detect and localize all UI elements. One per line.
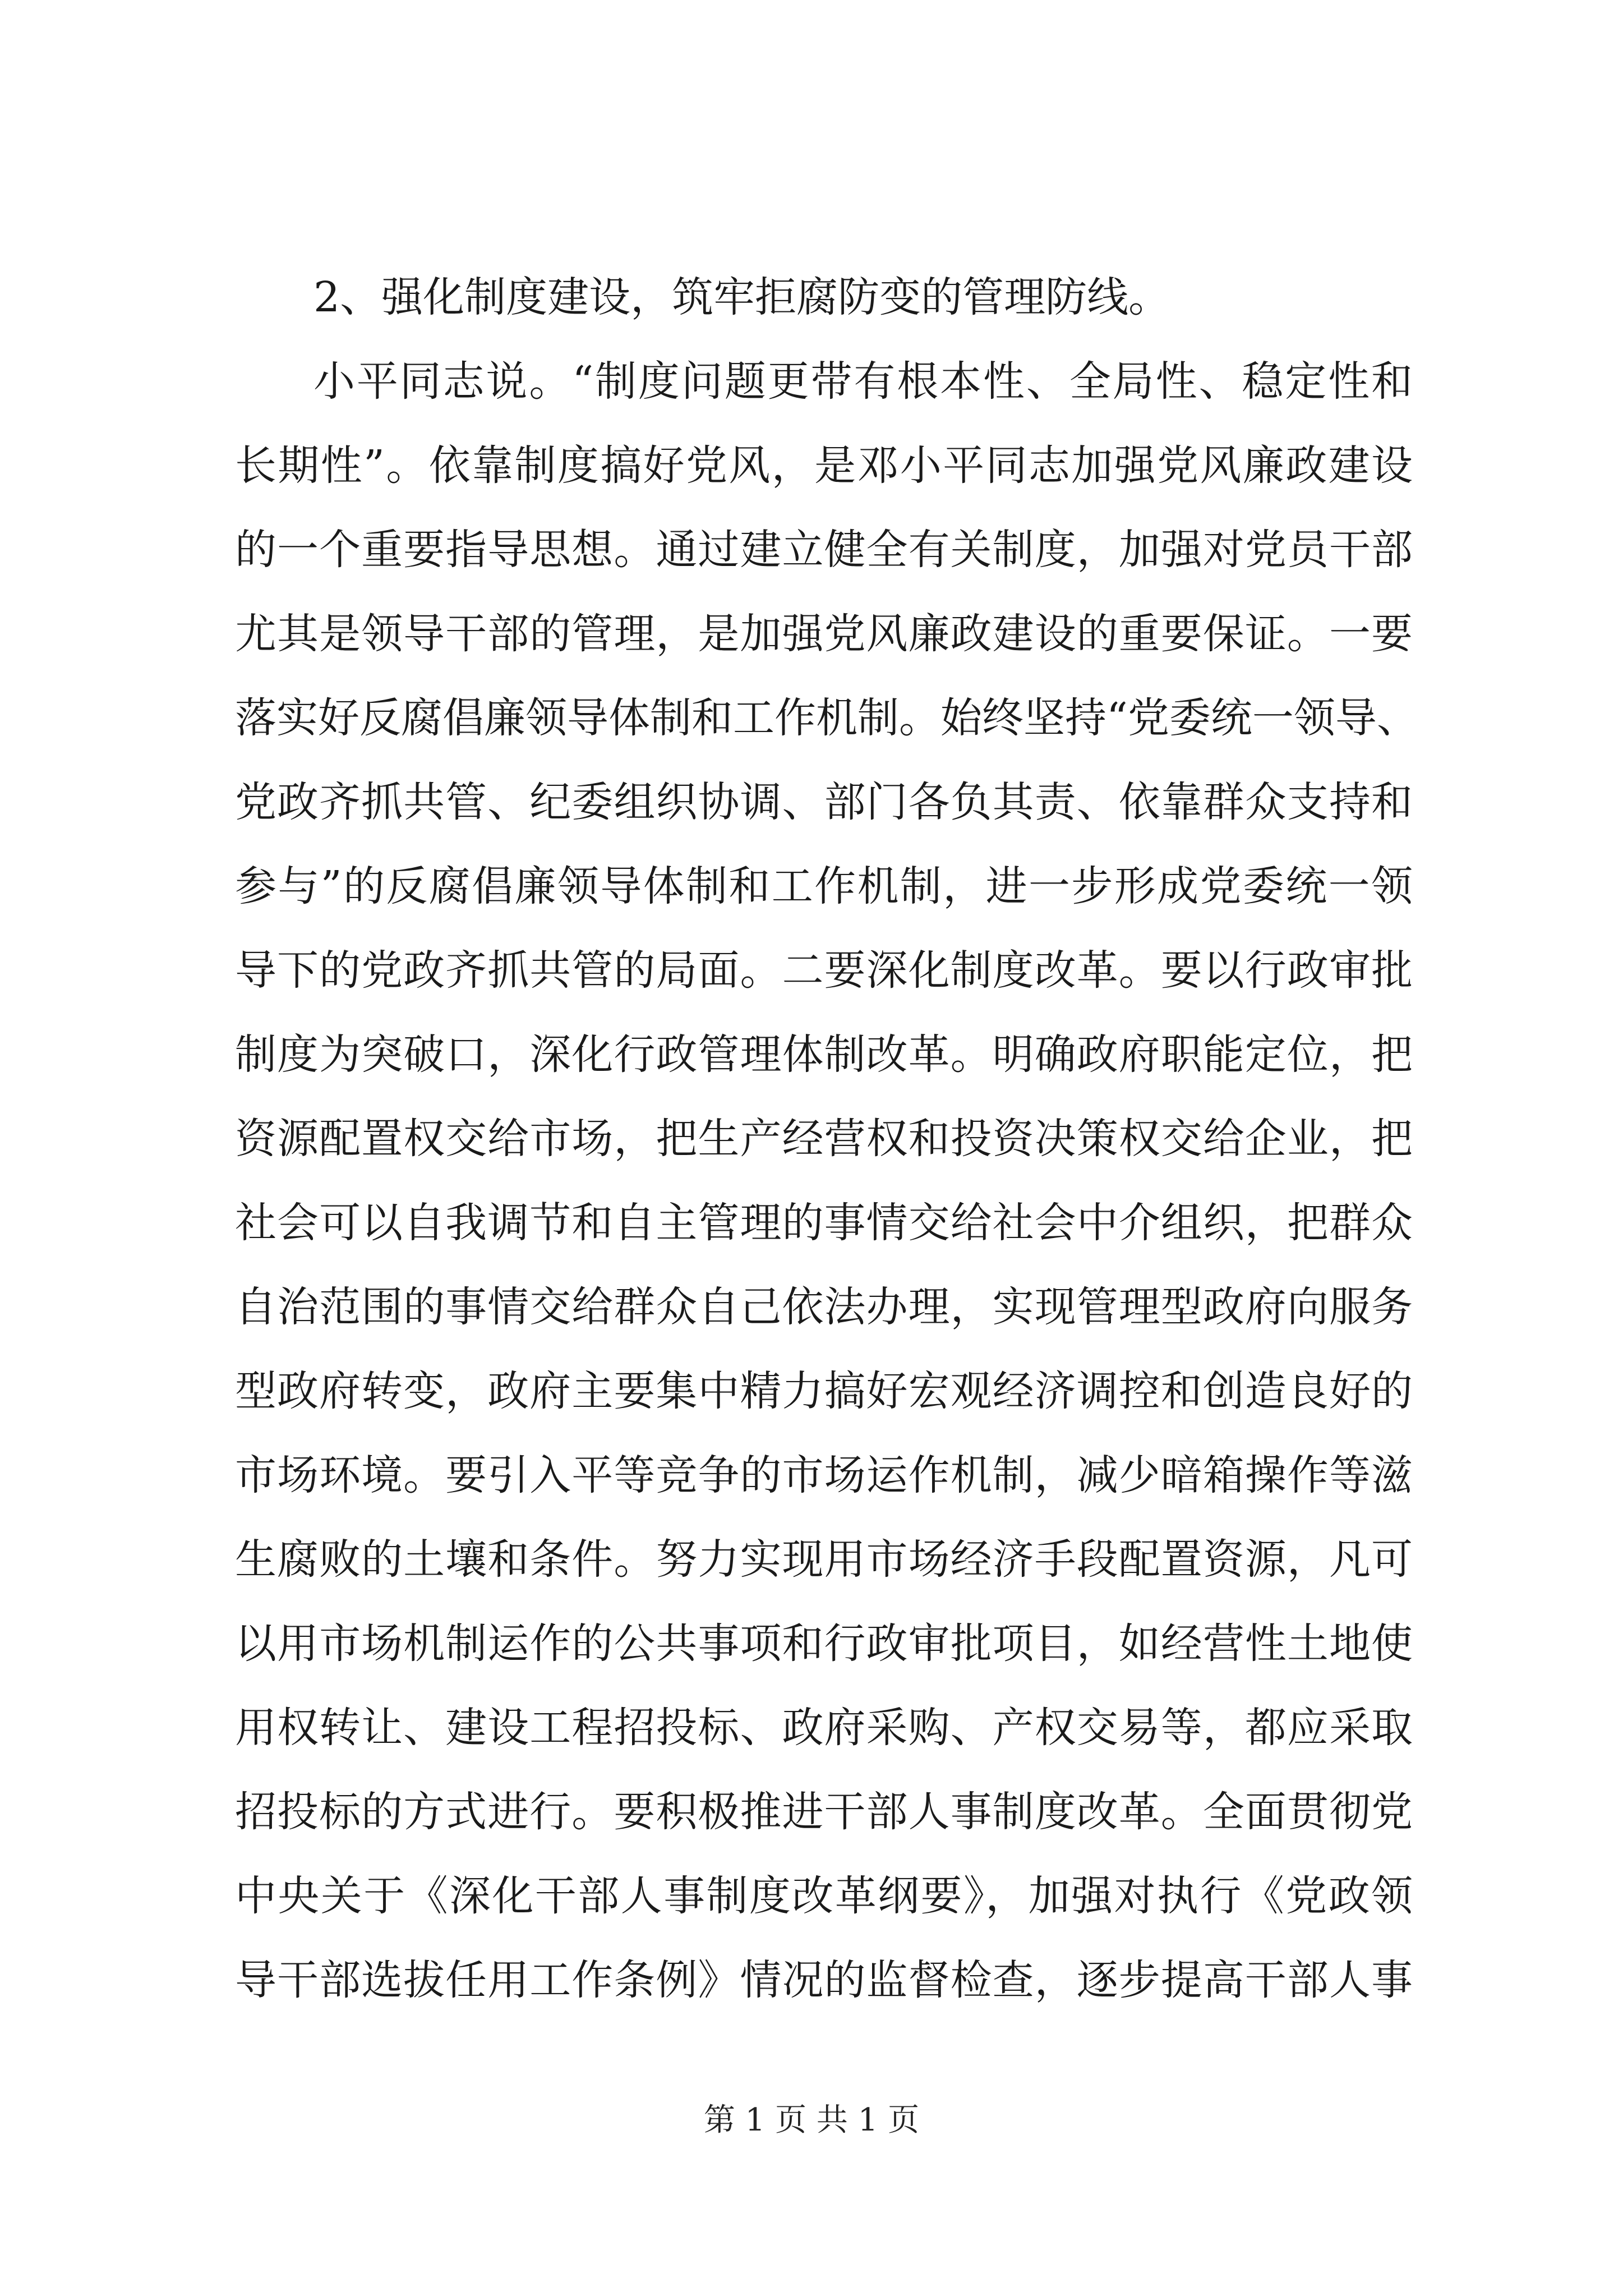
section-heading: 2、强化制度建设，筑牢拒腐防变的管理防线。 bbox=[313, 273, 1170, 321]
paragraph-line: 导下的党政齐抓共管的局面。二要深化制度改革。要以行政审批 bbox=[235, 946, 1413, 995]
paragraph-line: 资源配置权交给市场，把生产经营权和投资决策权交给企业，把 bbox=[235, 1115, 1413, 1163]
page-footer: 第 1 页 共 1 页 bbox=[703, 2102, 920, 2138]
paragraph-line: 尤其是领导干部的管理，是加强党风廉政建设的重要保证。一要 bbox=[235, 610, 1413, 658]
paragraph-line: 社会可以自我调节和自主管理的事情交给社会中介组织，把群众 bbox=[235, 1199, 1413, 1247]
paragraph-line: 以用市场机制运作的公共事项和行政审批项目，如经营性土地使 bbox=[235, 1619, 1413, 1668]
paragraph-line: 的一个重要指导思想。通过建立健全有关制度，加强对党员干部 bbox=[235, 526, 1413, 574]
paragraph-line: 用权转让、建设工程招投标、政府采购、产权交易等，都应采取 bbox=[235, 1704, 1413, 1752]
paragraph-line: 自治范围的事情交给群众自己依法办理，实现管理型政府向服务 bbox=[235, 1283, 1413, 1331]
paragraph-line: 党政齐抓共管、纪委组织协调、部门各负其责、依靠群众支持和 bbox=[235, 778, 1413, 826]
paragraph-line: 小平同志说。“制度问题更带有根本性、全局性、稳定性和 bbox=[313, 357, 1413, 406]
paragraph-line: 型政府转变，政府主要集中精力搞好宏观经济调控和创造良好的 bbox=[235, 1367, 1413, 1415]
paragraph-line: 市场环境。要引入平等竞争的市场运作机制，减少暗箱操作等滋 bbox=[235, 1451, 1413, 1499]
paragraph-line: 制度为突破口，深化行政管理体制改革。明确政府职能定位，把 bbox=[235, 1030, 1413, 1079]
paragraph-line: 中央关于《深化干部人事制度改革纲要》，加强对执行《党政领 bbox=[235, 1872, 1413, 1920]
paragraph-line: 招投标的方式进行。要积极推进干部人事制度改革。全面贯彻党 bbox=[235, 1788, 1413, 1836]
paragraph-line: 生腐败的土壤和条件。努力实现用市场经济手段配置资源，凡可 bbox=[235, 1535, 1413, 1584]
paragraph-line: 导干部选拔任用工作条例》情况的监督检查，逐步提高干部人事 bbox=[235, 1956, 1413, 2004]
paragraph-line: 参与”的反腐倡廉领导体制和工作机制，进一步形成党委统一领 bbox=[235, 862, 1413, 910]
paragraph-line: 落实好反腐倡廉领导体制和工作机制。始终坚持“党委统一领导、 bbox=[235, 694, 1418, 742]
paragraph-line: 长期性”。依靠制度搞好党风，是邓小平同志加强党风廉政建设 bbox=[235, 441, 1413, 490]
